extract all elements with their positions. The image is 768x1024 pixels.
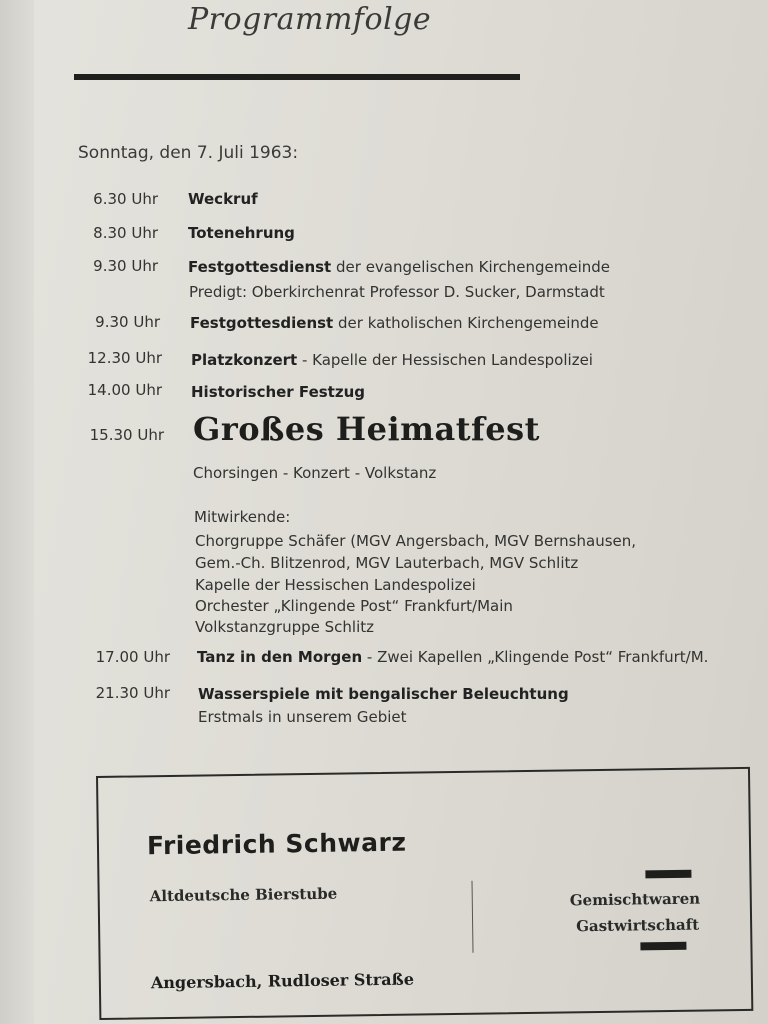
event-time: 6.30 Uhr bbox=[93, 190, 158, 208]
mitwirkende-item: Gem.-Ch. Blitzenrod, MGV Lauterbach, MGV Schlitz bbox=[195, 554, 579, 572]
wasserspiele-note: Erstmals in unserem Gebiet bbox=[198, 708, 407, 726]
event-detail: der katholischen Kirchengemeinde bbox=[333, 314, 599, 332]
event-text bbox=[191, 351, 593, 369]
event-text bbox=[188, 258, 610, 276]
advert-name: Friedrich Schwarz bbox=[146, 827, 407, 861]
event-text bbox=[191, 383, 365, 401]
event-time: 12.30 Uhr bbox=[87, 349, 162, 367]
event-time: 9.30 Uhr bbox=[93, 257, 158, 275]
event-title: Historischer Festzug bbox=[191, 383, 365, 401]
event-text bbox=[197, 648, 708, 666]
event-time: 8.30 Uhr bbox=[93, 224, 158, 242]
event-time: 9.30 Uhr bbox=[95, 313, 160, 331]
event-text bbox=[190, 314, 599, 332]
advert-bar-bottom bbox=[640, 942, 686, 951]
mitwirkende-item: Chorgruppe Schäfer (MGV Angersbach, MGV Bernshausen, bbox=[195, 532, 637, 550]
event-title: Wasserspiele mit bengalischer Beleuchtung bbox=[198, 685, 569, 703]
event-time: 15.30 Uhr bbox=[89, 426, 164, 444]
heimatfest-program: Chorsingen - Konzert - Volkstanz bbox=[193, 464, 437, 482]
mitwirkende-item: Volkstanzgruppe Schlitz bbox=[195, 618, 374, 636]
mitwirkende-item: Kapelle der Hessischen Landespolizei bbox=[195, 576, 476, 594]
advert-bar-top bbox=[645, 870, 691, 879]
event-text bbox=[198, 685, 569, 703]
event-detail: - Kapelle der Hessischen Landespolizei bbox=[297, 351, 593, 369]
event-title: Weckruf bbox=[188, 190, 258, 208]
advert-divider bbox=[471, 881, 473, 953]
event-title: Platzkonzert bbox=[191, 351, 298, 369]
page-title: Programmfolge bbox=[188, 2, 432, 37]
event-time: 14.00 Uhr bbox=[87, 381, 162, 399]
mitwirkende-item: Orchester „Klingende Post“ Frankfurt/Main bbox=[195, 597, 513, 615]
event-title: Totenehrung bbox=[188, 224, 295, 242]
event-time: 17.00 Uhr bbox=[95, 648, 170, 666]
mitwirkende-label: Mitwirkende: bbox=[194, 508, 291, 526]
event-title: Tanz in den Morgen bbox=[197, 648, 363, 666]
advert-bierstube: Altdeutsche Bierstube bbox=[149, 884, 338, 906]
event-detail: der evangelischen Kirchengemeinde bbox=[331, 258, 610, 276]
event-text bbox=[188, 190, 258, 208]
event-time: 21.30 Uhr bbox=[95, 684, 170, 702]
title-rule bbox=[74, 74, 520, 80]
event-text bbox=[188, 224, 295, 242]
date-line: Sonntag, den 7. Juli 1963: bbox=[78, 143, 299, 163]
advertisement-box bbox=[96, 767, 753, 1020]
page-edge-shadow bbox=[0, 0, 34, 1024]
predigt-line: Predigt: Oberkirchenrat Professor D. Sucker, Darmstadt bbox=[189, 283, 605, 301]
event-detail: - Zwei Kapellen „Klingende Post“ Frankfurt/M. bbox=[362, 648, 709, 666]
event-title: Festgottesdienst bbox=[188, 258, 332, 276]
advert-gastwirtschaft: Gastwirtschaft bbox=[576, 915, 700, 936]
heimatfest-heading: Großes Heimatfest bbox=[193, 410, 540, 448]
advert-address: Angersbach, Rudloser Straße bbox=[150, 969, 415, 993]
event-title: Festgottesdienst bbox=[190, 314, 334, 332]
advert-gemischtwaren: Gemischtwaren bbox=[569, 889, 701, 910]
